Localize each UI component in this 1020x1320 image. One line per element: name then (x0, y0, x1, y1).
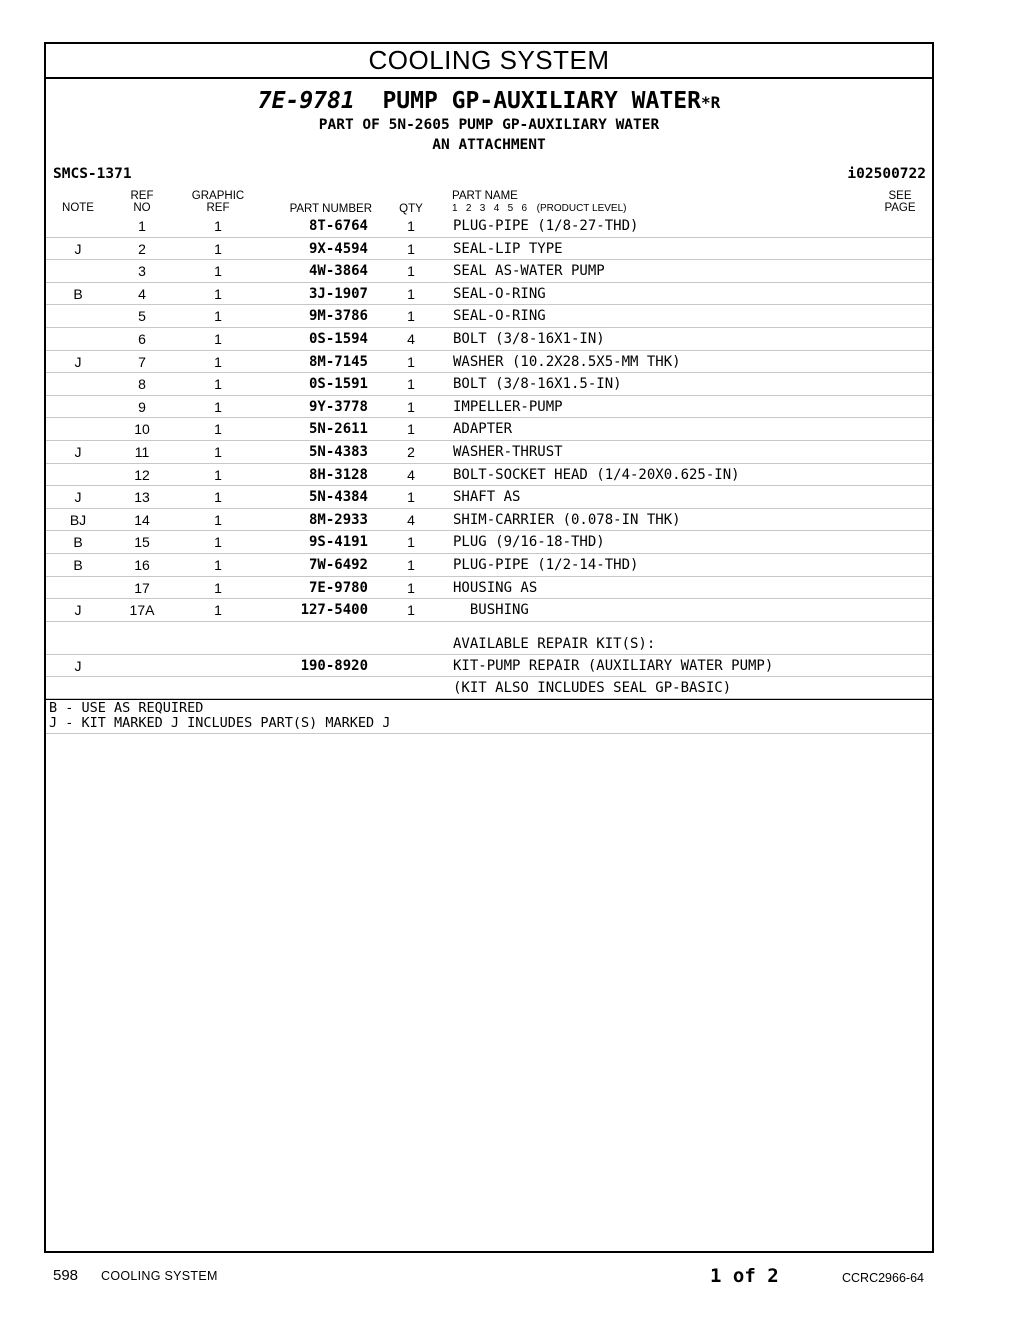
kit-part-number: 190-8920 (300, 657, 368, 674)
part-number-cell: 8H-3128 (308, 466, 368, 483)
ref-no-cell: 4 (138, 285, 146, 302)
group-name: PUMP GP-AUXILIARY WATER (382, 88, 701, 114)
graphic-ref-cell: 1 (214, 376, 222, 393)
group-suffix: *R (700, 93, 721, 112)
header-see-page (880, 190, 920, 214)
graphic-ref-cell: 1 (214, 443, 222, 460)
document-id: i02500722 (847, 166, 926, 182)
part-number-cell: 8T-6764 (308, 218, 368, 234)
part-number-cell: 0S-1591 (308, 376, 368, 393)
graphic-ref-cell: 1 (214, 240, 222, 257)
part-name-cell: SEAL-O-RING (453, 308, 546, 325)
qty-cell: 1 (407, 556, 415, 573)
column-headers (46, 189, 932, 217)
ref-no-cell: 12 (134, 466, 150, 483)
header-ref-line1: REF (130, 190, 154, 202)
ref-no-cell: 7 (138, 353, 146, 370)
part-name-cell: ADAPTER (453, 421, 513, 438)
note-cell: J (74, 240, 82, 257)
part-name-cell: PLUG-PIPE (1/2-14-THD) (453, 556, 639, 573)
part-name-cell: HOUSING AS (453, 579, 538, 596)
group-number: 7E-9781 (257, 88, 355, 114)
qty-cell: 4 (407, 511, 415, 528)
table-row (46, 396, 932, 419)
section-title: COOLING SYSTEM (46, 44, 932, 79)
graphic-ref-cell: 1 (214, 421, 222, 438)
part-name-cell: WASHER (10.2X28.5X5-MM THK) (453, 353, 681, 370)
header-graphic-line2: REF (206, 202, 230, 214)
qty-cell: 1 (407, 398, 415, 415)
part-number-cell: 5N-4384 (308, 489, 368, 506)
ref-no-cell: 10 (134, 421, 150, 438)
table-row (46, 531, 932, 554)
smcs-code: SMCS-1371 (53, 166, 132, 182)
ref-no-cell: 6 (138, 330, 146, 347)
table-row (46, 441, 932, 464)
attachment-line: AN ATTACHMENT (432, 137, 546, 153)
qty-cell: 1 (407, 308, 415, 325)
ref-no-cell: 3 (138, 263, 146, 280)
table-row (46, 418, 932, 441)
part-number-cell: 9X-4594 (308, 240, 368, 257)
header-qty: QTY (399, 203, 423, 215)
footer-section: COOLING SYSTEM (101, 1269, 218, 1283)
note-j: J - KIT MARKED J INCLUDES PART(S) MARKED J (49, 714, 391, 731)
note-cell: B (73, 556, 83, 573)
ref-no-cell: 5 (138, 308, 146, 325)
table-row (46, 464, 932, 487)
qty-cell: 1 (407, 534, 415, 551)
kit-part-name-line2: (KIT ALSO INCLUDES SEAL GP-BASIC) (453, 679, 732, 696)
qty-cell: 1 (407, 602, 415, 619)
graphic-ref-cell: 1 (214, 511, 222, 528)
part-name-cell: BOLT (3/8-16X1-IN) (453, 330, 605, 347)
note-cell: J (74, 443, 82, 460)
table-row (46, 283, 932, 306)
ref-no-cell: 11 (134, 443, 150, 460)
kits-heading-row (46, 634, 932, 655)
part-name-cell: PLUG-PIPE (1/8-27-THD) (453, 218, 639, 234)
notes-legend (46, 699, 932, 734)
part-name-cell: SEAL-O-RING (453, 285, 546, 302)
part-name-cell: BOLT-SOCKET HEAD (1/4-20X0.625-IN) (453, 466, 740, 483)
qty-cell: 1 (407, 263, 415, 280)
header-see-line2: PAGE (884, 202, 916, 214)
header-graphic-line1: GRAPHIC (191, 190, 245, 202)
footer-code: CCRC2966-64 (842, 1271, 924, 1285)
ref-no-cell: 8 (138, 376, 146, 393)
qty-cell: 1 (407, 489, 415, 506)
ref-no-cell: 15 (134, 534, 150, 551)
table-row (46, 260, 932, 283)
ref-no-cell: 16 (134, 556, 150, 573)
graphic-ref-cell: 1 (214, 556, 222, 573)
note-cell: J (74, 353, 82, 370)
part-number-cell: 5N-2611 (308, 421, 368, 438)
qty-cell: 1 (407, 285, 415, 302)
part-name-cell: PLUG (9/16-18-THD) (453, 534, 605, 551)
ref-no-cell: 2 (138, 240, 146, 257)
ref-no-cell: 9 (138, 398, 146, 415)
part-number-cell: 8M-7145 (308, 353, 368, 370)
qty-cell: 1 (407, 421, 415, 438)
graphic-ref-cell: 1 (214, 489, 222, 506)
part-name-cell: BOLT (3/8-16X1.5-IN) (453, 376, 622, 393)
ref-no-cell: 17A (129, 602, 155, 619)
qty-cell: 1 (407, 240, 415, 257)
note-cell: B (73, 534, 83, 551)
table-row (46, 215, 932, 238)
qty-cell: 1 (407, 353, 415, 370)
part-name-cell: WASHER-THRUST (453, 443, 563, 460)
table-row (46, 351, 932, 374)
note-cell: BJ (69, 511, 87, 528)
note-cell: J (74, 602, 82, 619)
header-ref-no (120, 190, 164, 214)
kit-part-name: KIT-PUMP REPAIR (AUXILIARY WATER PUMP) (453, 657, 774, 674)
kits-heading: AVAILABLE REPAIR KIT(S): (453, 635, 656, 652)
parts-list (46, 215, 932, 734)
ref-no-cell: 17 (134, 579, 150, 596)
kit-row (46, 655, 932, 677)
part-number-cell: 9M-3786 (308, 308, 368, 325)
header-part-number: PART NUMBER (289, 203, 372, 215)
part-number-cell: 0S-1594 (308, 330, 368, 347)
qty-cell: 1 (407, 376, 415, 393)
part-number-cell: 7W-6492 (308, 556, 368, 573)
table-row (46, 599, 932, 622)
part-number-cell: 9S-4191 (308, 534, 368, 551)
part-number-cell: 7E-9780 (308, 579, 368, 596)
graphic-ref-cell: 1 (214, 534, 222, 551)
note-cell: J (74, 489, 82, 506)
graphic-ref-cell: 1 (214, 330, 222, 347)
qty-cell: 2 (407, 443, 415, 460)
part-name-cell: SEAL-LIP TYPE (453, 240, 563, 257)
part-of-line: PART OF 5N-2605 PUMP GP-AUXILIARY WATER (318, 117, 660, 133)
note-b: B - USE AS REQUIRED (49, 699, 204, 716)
part-name-cell: BUSHING (453, 602, 529, 619)
ref-no-cell: 14 (134, 511, 150, 528)
footer-page-of: 1 of 2 (710, 1265, 779, 1287)
graphic-ref-cell: 1 (214, 218, 222, 234)
note-cell: B (73, 285, 83, 302)
graphic-ref-cell: 1 (214, 263, 222, 280)
part-number-cell: 8M-2933 (308, 511, 368, 528)
table-row (46, 509, 932, 532)
table-row (46, 554, 932, 577)
parts-page-frame (44, 42, 934, 1253)
header-part-name-label: PART NAME (452, 190, 518, 202)
ref-no-cell: 1 (138, 218, 146, 234)
table-row (46, 373, 932, 396)
table-row (46, 577, 932, 600)
part-number-cell: 9Y-3778 (308, 398, 368, 415)
graphic-ref-cell: 1 (214, 602, 222, 619)
kit-row-continued (46, 677, 932, 699)
ref-no-cell: 13 (134, 489, 150, 506)
header-product-level: (PRODUCT LEVEL) (536, 203, 627, 214)
graphic-ref-cell: 1 (214, 285, 222, 302)
part-name-cell: SHAFT AS (453, 489, 521, 506)
table-row (46, 238, 932, 261)
header-ref-line2: NO (133, 202, 151, 214)
header-graphic-ref (186, 190, 250, 214)
footer-page-number: 598 (53, 1267, 79, 1284)
qty-cell: 1 (407, 218, 415, 234)
table-row (46, 328, 932, 351)
qty-cell: 4 (407, 330, 415, 347)
group-title (46, 88, 932, 114)
header-note: NOTE (62, 202, 94, 214)
part-name-cell: IMPELLER-PUMP (453, 398, 563, 415)
kit-note: J (74, 657, 82, 674)
graphic-ref-cell: 1 (214, 398, 222, 415)
graphic-ref-cell: 1 (214, 308, 222, 325)
part-name-cell: SHIM-CARRIER (0.078-IN THK) (453, 511, 681, 528)
qty-cell: 1 (407, 579, 415, 596)
header-see-line1: SEE (888, 190, 912, 202)
table-row (46, 486, 932, 509)
qty-cell: 4 (407, 466, 415, 483)
part-name-cell: SEAL AS-WATER PUMP (453, 263, 605, 280)
part-number-cell: 3J-1907 (308, 285, 368, 302)
table-row (46, 305, 932, 328)
graphic-ref-cell: 1 (214, 579, 222, 596)
graphic-ref-cell: 1 (214, 466, 222, 483)
header-part-name (452, 190, 626, 215)
part-number-cell: 127-5400 (300, 602, 368, 619)
part-number-cell: 5N-4383 (308, 443, 368, 460)
graphic-ref-cell: 1 (214, 353, 222, 370)
header-levels: 1 2 3 4 5 6 (452, 203, 528, 214)
part-number-cell: 4W-3864 (308, 263, 368, 280)
